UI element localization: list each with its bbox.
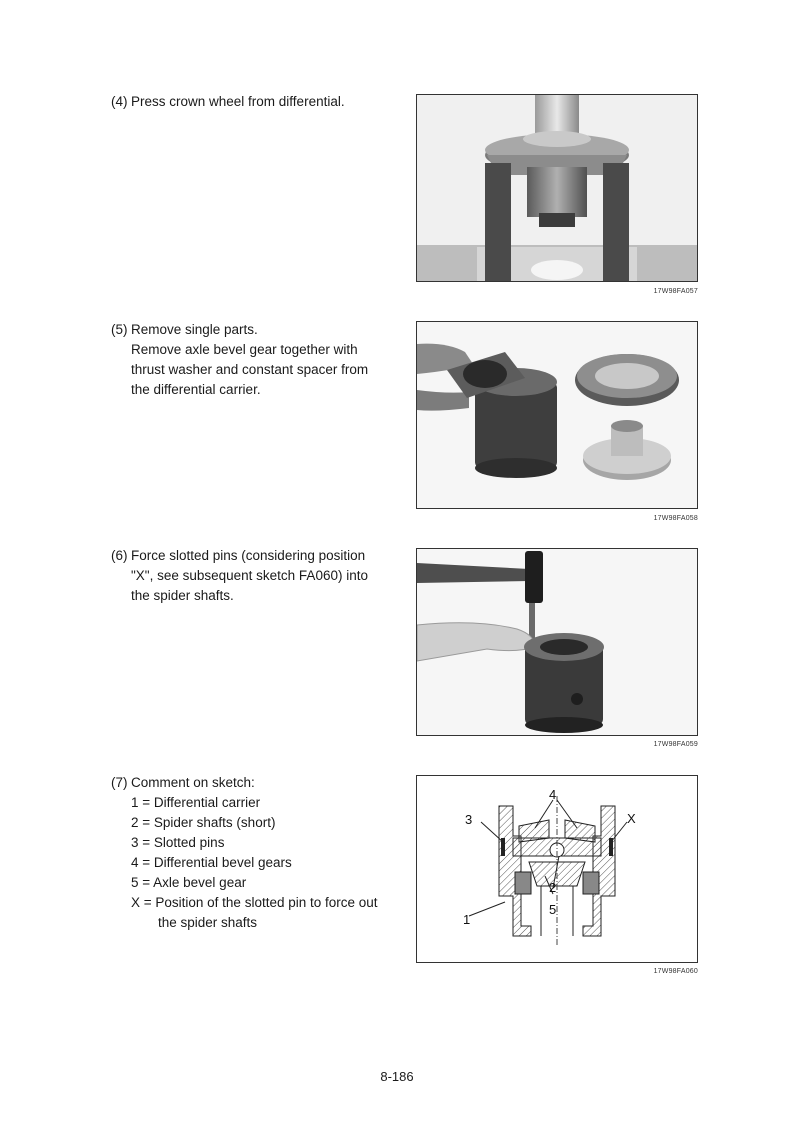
legend-item: 2 = Spider shafts (short) [131,815,276,830]
step-text: Comment on sketch: [131,775,255,790]
slotted-pin-hammer-photo [417,549,697,735]
sketch-label-x: X [627,811,636,826]
legend-item: X = Position of the slotted pin to force out [131,895,378,910]
legend-item: 4 = Differential bevel gears [131,855,292,870]
step-text: thrust washer and constant spacer from [131,362,369,377]
sketch-label-2: 2 [549,880,557,895]
page-number: 8-186 [380,1069,414,1084]
legend-item: 5 = Axle bevel gear [131,875,247,890]
sketch-label-3: 3 [465,812,473,827]
figure-caption: 17W98FA060 [653,968,698,975]
legend-item: 3 = Slotted pins [131,835,225,850]
step-number: (7) [111,775,128,790]
differential-section-sketch [417,776,697,962]
step-7 [111,773,379,933]
step-text: "X", see subsequent sketch FA060) into [131,568,368,583]
sketch-label-4: 4 [549,787,557,802]
figure-caption: 17W98FA058 [653,515,698,522]
step-text: Force slotted pins (considering position [131,548,366,563]
step-number: (5) [111,322,128,337]
step-4 [111,92,379,112]
step-number: (6) [111,548,128,563]
step-text: the spider shafts. [131,588,234,603]
figure-caption: 17W98FA059 [653,741,698,748]
legend-item-continued: the spider shafts [158,915,258,930]
step-number: (4) [111,94,128,109]
figure-caption: 17W98FA057 [653,288,698,295]
crown-wheel-press-photo [417,95,697,281]
figure-differential-sketch [416,775,698,963]
step-text: Remove single parts. [131,322,258,337]
figure-differential-parts [416,321,698,509]
step-5 [111,320,379,400]
sketch-label-5: 5 [549,902,557,917]
step-text: Press crown wheel from differential. [131,94,345,109]
differential-parts-photo [417,322,697,508]
step-text: the differential carrier. [131,382,261,397]
figure-slotted-pin [416,548,698,736]
legend-item: 1 = Differential carrier [131,795,261,810]
step-text: Remove axle bevel gear together with [131,342,358,357]
step-6 [111,546,379,606]
sketch-label-1: 1 [463,912,471,927]
figure-crown-wheel-press [416,94,698,282]
